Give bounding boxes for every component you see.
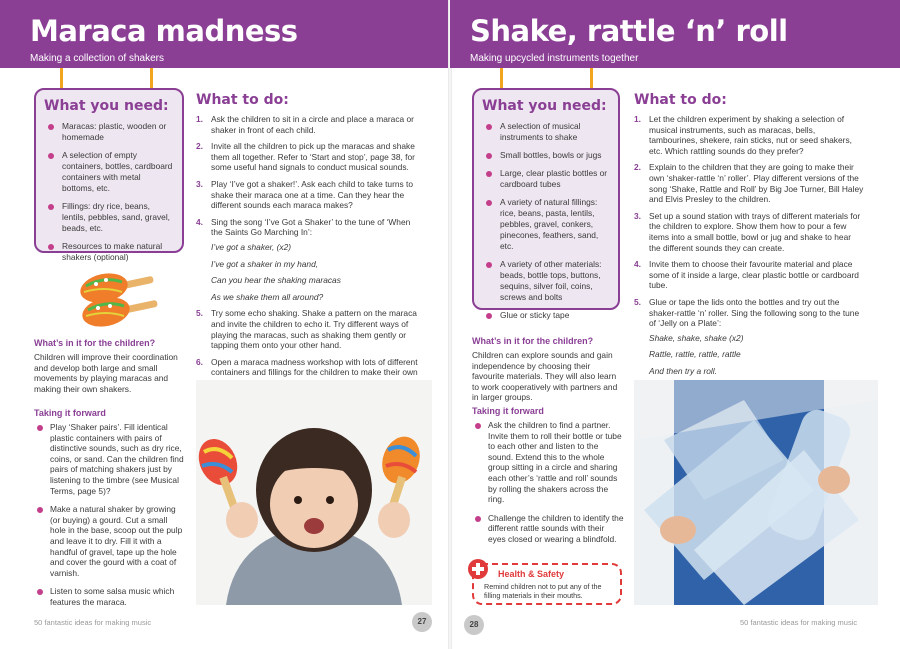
- list-item: A variety of other materials: beads, bottle tops, buttons, sequins, silver foil, coins, screws and bolts: [482, 259, 610, 303]
- step-item: [634, 259, 864, 291]
- step-number: 2.: [634, 162, 641, 173]
- section-heading: Taking it forward: [34, 408, 106, 418]
- step-text: Play ‘I’ve got a shaker!’. Ask each child to take turns to shake their maraca one at a time. Can they hear the different sounds each maraca makes?: [211, 178, 414, 211]
- lyric-line: And then try a roll.: [649, 365, 717, 376]
- step-item: [196, 114, 422, 135]
- section-heading: Taking it forward: [472, 406, 544, 416]
- list-item: A variety of natural fillings: rice, beans, pasta, lentils, pebbles, gravel, conkers, pinecones, feathers, sand, etc.: [482, 197, 610, 252]
- step-number: 6.: [196, 356, 203, 367]
- right-title-band: [450, 0, 900, 68]
- left-whats-in-it: [34, 338, 184, 394]
- left-page-subtitle: Making a collection of shakers: [30, 53, 164, 64]
- left-page-number: 27: [412, 612, 432, 632]
- list-item: Fillings: dry rice, beans, lentils, pebbles, sand, gravel, beads, etc.: [44, 201, 174, 234]
- right-taking-forward: [472, 406, 624, 553]
- lyric-line: I’ve got a shaker, (x2): [211, 241, 292, 252]
- lyric-line: I’ve got a shaker in my hand,: [211, 258, 319, 269]
- maracas-icon: [74, 262, 164, 332]
- left-taking-forward: [34, 408, 184, 616]
- list-item: Challenge the children to identify the different rattle sounds with their eyes closed or wearing a blindfold.: [472, 513, 624, 545]
- lyric-line: Rattle, rattle, rattle, rattle: [649, 349, 741, 360]
- step-number: 1.: [634, 114, 641, 124]
- left-need-box: [34, 88, 184, 262]
- step-item: [196, 141, 422, 173]
- song-lyrics: [649, 333, 864, 377]
- taking-forward-list: [472, 420, 624, 545]
- left-todo-heading: What to do:: [196, 92, 289, 108]
- step-text: Explain to the children that they are going to make their own ‘shaker-rattle ‘n’ roller’. Play different versions of the song ‘Shake, Rattle and Roll’ by Big Joe Turner, Bill Haley and Elvis Presley to the children.: [649, 162, 864, 205]
- left-need-heading: What you need:: [44, 98, 169, 114]
- lyric-line: As we shake them all around?: [211, 291, 324, 302]
- step-text: Try some echo shaking. Shake a pattern on the maraca and invite the children to echo it. Try different ways of playing the maracas, such as shaking them gently or tapping them onto your other hand.: [211, 308, 417, 351]
- list-item: Listen to some salsa music which features the maraca.: [34, 586, 184, 607]
- step-item: [196, 308, 422, 350]
- right-page-subtitle: Making upcycled instruments together: [470, 53, 639, 64]
- list-item: Maracas: plastic, wooden or homemade: [44, 121, 174, 143]
- left-need-list: [44, 121, 174, 263]
- step-item: [634, 297, 864, 377]
- step-item: [634, 211, 864, 253]
- step-item: [634, 114, 864, 156]
- child-with-maracas-photo: [196, 380, 432, 605]
- step-text: Ask the children to sit in a circle and place a maraca or shaker in front of each child.: [211, 114, 414, 135]
- step-number: 3.: [196, 178, 203, 189]
- step-number: 4.: [196, 216, 203, 227]
- step-text: Let the children experiment by shaking a selection of musical instruments, such as maracas, bells, tambourines, shekere, rain sticks, nut or seed shakers, etc. Which rattling sounds do they prefer?: [649, 114, 852, 156]
- left-title-band: [0, 0, 450, 68]
- step-text: Invite them to choose their favourite material and place some of it inside a large, clear plastic bottle or cardboard tube.: [649, 259, 859, 291]
- list-item: Large, clear plastic bottles or cardboard tubes: [482, 168, 610, 190]
- lyric-line: Shake, shake, shake (x2): [649, 332, 744, 343]
- list-item: Glue or sticky tape: [482, 310, 610, 321]
- section-heading: What’s in it for the children?: [34, 338, 156, 348]
- right-todo: [634, 92, 864, 382]
- right-page-title: Shake, rattle ‘n’ roll: [470, 14, 788, 48]
- left-footer: 50 fantastic ideas for making music: [34, 618, 152, 627]
- right-need-heading: What you need:: [482, 98, 607, 114]
- step-text: Sing the song ‘I’ve Got a Shaker’ to the tune of ‘When the Saints Go Marching In’:: [211, 216, 411, 238]
- step-item: [196, 179, 422, 211]
- song-lyrics: [211, 242, 422, 302]
- step-number: 5.: [634, 296, 641, 307]
- left-todo: [196, 92, 422, 394]
- step-number: 3.: [634, 210, 641, 221]
- left-tab-2: [150, 68, 153, 90]
- step-number: 2.: [196, 141, 203, 152]
- section-heading: What’s in it for the children?: [472, 336, 594, 346]
- health-safety-text: Remind children not to put any of the filling materials in their mouths.: [484, 582, 602, 600]
- health-safety-box: [472, 563, 622, 605]
- list-item: Small bottles, bowls or jugs: [482, 150, 610, 161]
- list-item: Resources to make natural shakers (optional): [44, 241, 174, 263]
- step-text: Invite all the children to pick up the maracas and shake them all together. Refer to ‘Start and stop’, page 38, for some useful hand signals to conduct musical sounds.: [211, 141, 415, 173]
- left-page-title: Maraca madness: [30, 14, 298, 48]
- lyric-line: Can you hear the shaking maracas: [211, 275, 341, 286]
- step-number: 4.: [634, 259, 641, 270]
- child-with-bottles-photo: [634, 380, 878, 605]
- right-tab-1: [500, 68, 503, 90]
- right-whats-in-it: [472, 336, 622, 403]
- right-page: [450, 0, 900, 649]
- right-tab-2: [590, 68, 593, 90]
- list-item: Play ‘Shaker pairs’. Fill identical plastic containers with pairs of distinctive sounds, such as dry rice, coins, or sand. Can the children find pairs of matching shakers just by listening to the timbre (see Musical Terms, page 5)?: [34, 422, 184, 496]
- right-footer: 50 fantastic ideas for making music: [740, 618, 858, 627]
- left-tab-1: [60, 68, 63, 90]
- left-todo-steps: [196, 114, 422, 388]
- step-item: [196, 217, 422, 303]
- step-text: Glue or tape the lids onto the bottles and try out the shaker-rattle ‘n’ roller. Sing the following song to the tune of ‘Jelly on a Plate’:: [649, 296, 860, 329]
- right-todo-steps: [634, 114, 864, 376]
- section-text: Children can explore sounds and gain independence by choosing their favourite materials. They will also learn to work cooperatively with partners and in larger groups.: [472, 350, 618, 403]
- step-item: [634, 162, 864, 204]
- list-item: A selection of musical instruments to shake: [482, 121, 610, 143]
- list-item: Ask the children to find a partner. Invite them to roll their bottle or tube to each other and listen to the sound. Extend this to the whole group sitting in a circle and sharing each other’s ‘rattle and roll’ sounds by rolling the shakers across the ring.: [472, 420, 624, 505]
- first-aid-cross-icon: [468, 559, 488, 579]
- step-text: Set up a sound station with trays of different materials for the children to explore. Show them how to pour a few items into a small bottle, bowl or jug and shake to hear the different sounds they can create.: [649, 210, 861, 253]
- right-need-list: [482, 121, 610, 321]
- taking-forward-list: [34, 422, 184, 608]
- right-todo-heading: What to do:: [634, 92, 727, 108]
- health-safety-heading: Health & Safety: [498, 569, 565, 579]
- right-page-number: 28: [464, 615, 484, 635]
- step-text: Open a maraca madness workshop with lots of different containers and fillings for the children to make their own: [211, 356, 418, 378]
- step-number: 1.: [196, 114, 203, 124]
- section-text: Children will improve their coordination and develop both large and small movements by playing maracas and making their own shakers.: [34, 352, 178, 394]
- list-item: A selection of empty containers, bottles, cardboard containers with metal bottoms, etc.: [44, 150, 174, 194]
- right-need-box: [472, 88, 620, 320]
- list-item: Make a natural shaker by growing (or buying) a gourd. Cut a small hole in the base, scoop out the pulp and leave it to dry. Fill it with a handful of gravel, tape up the hole and cover the gourd with a coat of varnish.: [34, 504, 184, 578]
- step-number: 5.: [196, 308, 203, 319]
